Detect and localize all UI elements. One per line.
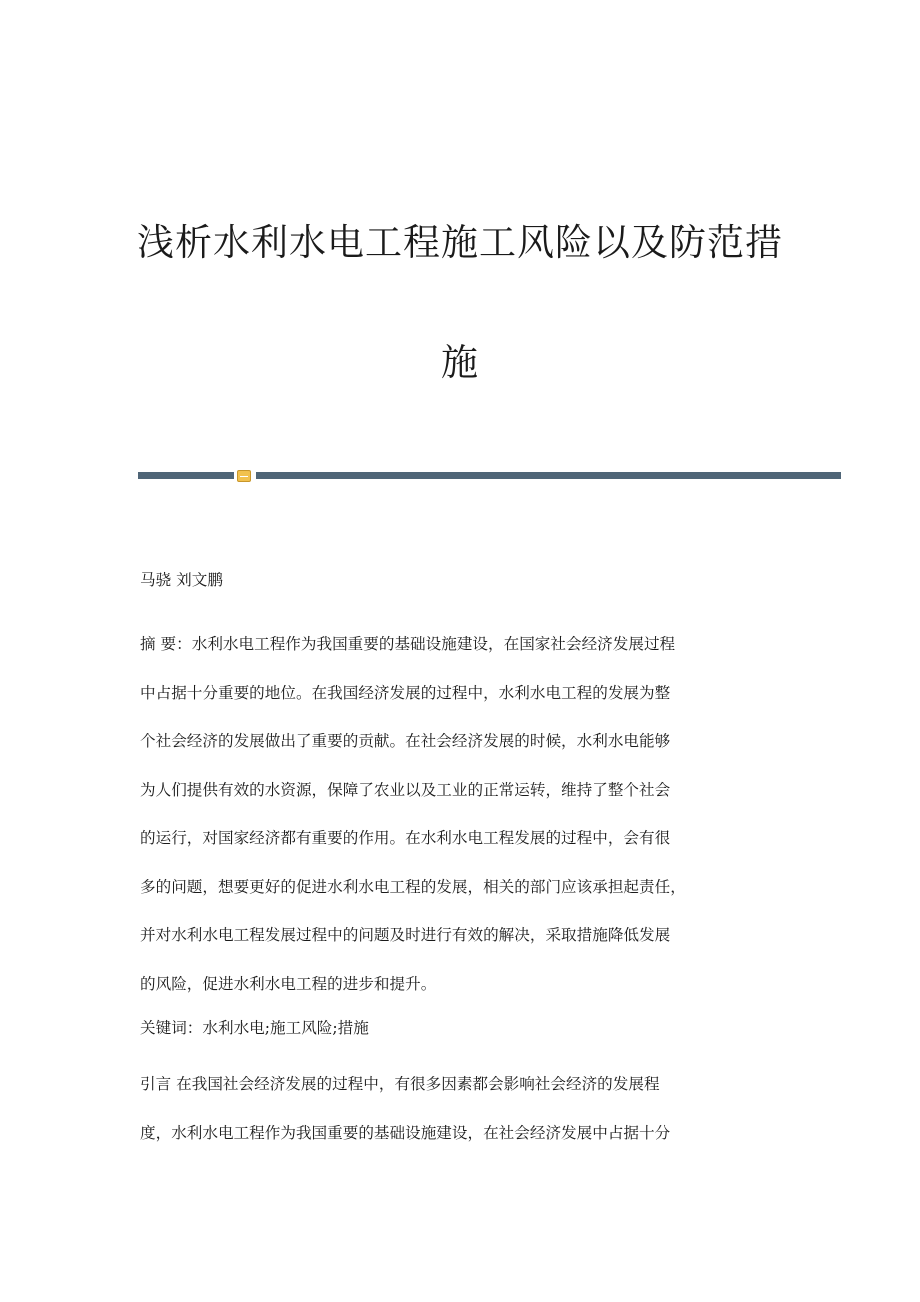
abstract-line: 个社会经济的发展做出了重要的贡献。在社会经济发展的时候，水利水电能够	[140, 732, 671, 750]
abstract-line: 的风险，促进水利水电工程的进步和提升。	[140, 974, 437, 993]
keywords: 关键词：水利水电;施工风险;措施	[140, 1019, 369, 1037]
abstract-line: 并对水利水电工程发展过程中的问题及时进行有效的解决，采取措施降低发展	[140, 926, 671, 944]
abstract-line: 多的问题，想要更好的促进水利水电工程的发展，相关的部门应该承担起责任，	[140, 877, 686, 896]
document-title	[130, 183, 790, 423]
introduction	[140, 1060, 790, 1157]
intro-line: 度，水利水电工程作为我国重要的基础设施建设，在社会经济发展中占据十分	[140, 1123, 671, 1142]
abstract-line: 为人们提供有效的水资源，保障了农业以及工业的正常运转，维持了整个社会	[140, 780, 671, 799]
abstract	[140, 620, 790, 1008]
title-line-2: 施	[441, 341, 479, 384]
abstract-line: 摘 要：水利水电工程作为我国重要的基础设施建设，在国家社会经济发展过程	[140, 635, 676, 653]
divider-bar-left	[138, 472, 234, 479]
authors: 马骁 刘文鹏	[140, 571, 223, 589]
divider-bar-right	[256, 472, 841, 479]
section-divider	[138, 470, 841, 482]
abstract-line: 的运行，对国家经济都有重要的作用。在水利水电工程发展的过程中，会有很	[140, 829, 671, 847]
envelope-icon	[237, 470, 251, 482]
abstract-line: 中占据十分重要的地位。在我国经济发展的过程中，水利水电工程的发展为整	[140, 683, 671, 702]
intro-line: 引言 在我国社会经济发展的过程中，有很多因素都会影响社会经济的发展程	[140, 1075, 660, 1093]
title-line-1: 浅析水利水电工程施工风险以及防范措	[137, 221, 783, 264]
